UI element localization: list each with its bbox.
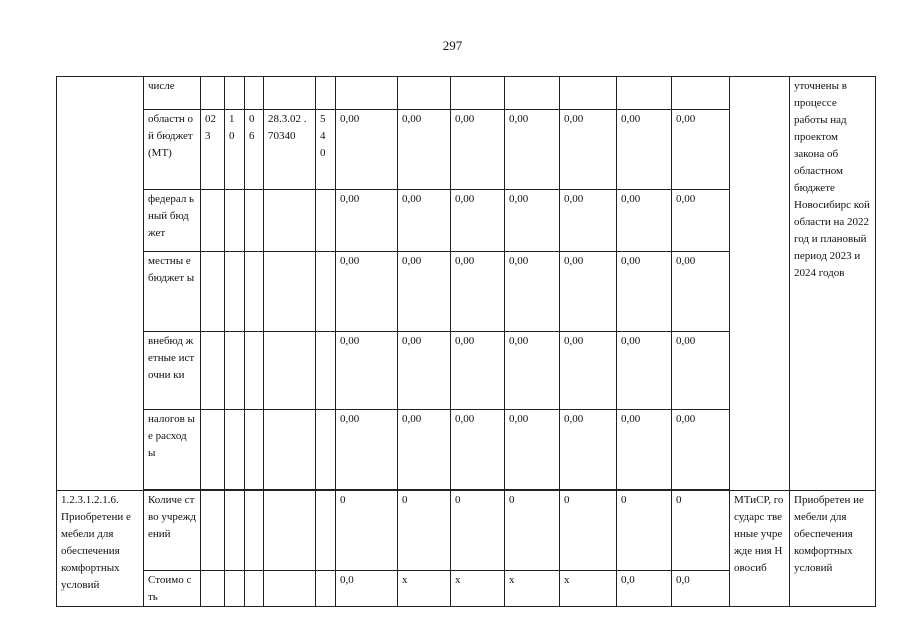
code-cell: 5 4 0 bbox=[316, 110, 336, 190]
value-cell: 0 bbox=[617, 491, 672, 571]
value-cell: 0,00 bbox=[617, 332, 672, 410]
table-row bbox=[57, 491, 876, 571]
source-label: числе bbox=[144, 77, 201, 110]
value-cell: 0,00 bbox=[672, 252, 730, 332]
value-cell: x bbox=[451, 571, 505, 607]
value-cell: 0,00 bbox=[451, 252, 505, 332]
table-cell bbox=[57, 77, 144, 491]
value-cell: 0,00 bbox=[672, 410, 730, 490]
code-cell: 1 0 bbox=[225, 110, 245, 190]
code-cell: 02 3 bbox=[201, 110, 225, 190]
indicator-label: Стоимо сть bbox=[144, 571, 201, 607]
source-label: внебюд жетные источни ки bbox=[144, 332, 201, 410]
source-label: местны е бюджет ы bbox=[144, 252, 201, 332]
table-row bbox=[57, 77, 876, 110]
indicator-label: Количе ство учрежд ений bbox=[144, 491, 201, 571]
value-cell: 0,0 bbox=[672, 571, 730, 607]
value-cell: 0,00 bbox=[672, 332, 730, 410]
value-cell: 0 bbox=[560, 491, 617, 571]
page-number: 297 bbox=[442, 38, 463, 53]
value-cell: 0,00 bbox=[560, 252, 617, 332]
value-cell: 0,00 bbox=[336, 332, 398, 410]
value-cell: 0,00 bbox=[451, 410, 505, 490]
value-cell: 0,00 bbox=[560, 332, 617, 410]
value-cell: 0,00 bbox=[505, 110, 560, 190]
value-cell: 0,00 bbox=[505, 190, 560, 252]
value-cell: 0 bbox=[451, 491, 505, 571]
value-cell: 0,00 bbox=[451, 332, 505, 410]
value-cell: 0,00 bbox=[617, 110, 672, 190]
budget-table bbox=[56, 76, 876, 607]
source-label: областн ой бюджет (МТ) bbox=[144, 110, 201, 190]
source-label: налогов ые расход ы bbox=[144, 410, 201, 490]
value-cell: 0,00 bbox=[672, 190, 730, 252]
value-cell: 0,00 bbox=[560, 110, 617, 190]
value-cell: 0,00 bbox=[505, 332, 560, 410]
value-cell: 0,00 bbox=[398, 410, 451, 490]
value-cell: 0,00 bbox=[451, 110, 505, 190]
table-cell bbox=[730, 77, 790, 491]
result-cell: Приобретен ие мебели для обеспечения комфортных условий bbox=[790, 491, 876, 607]
value-cell: 0,00 bbox=[336, 110, 398, 190]
value-cell: 0 bbox=[336, 491, 398, 571]
value-cell: 0,00 bbox=[336, 410, 398, 490]
value-cell: 0,00 bbox=[505, 410, 560, 490]
value-cell: x bbox=[505, 571, 560, 607]
note-cell: уточнены в процессе работы над проектом закона об областном бюджете Новосибирс кой области на 2022 год и плановый период 2023 и 2024 годов bbox=[790, 77, 876, 491]
executor-cell: МТиСР, государс твенные учрежде ния Новосиб bbox=[730, 491, 790, 607]
value-cell: 0,00 bbox=[398, 252, 451, 332]
value-cell: 0,0 bbox=[617, 571, 672, 607]
value-cell: 0,00 bbox=[336, 190, 398, 252]
value-cell: 0,00 bbox=[617, 252, 672, 332]
value-cell: x bbox=[398, 571, 451, 607]
value-cell: 0 bbox=[672, 491, 730, 571]
value-cell: x bbox=[560, 571, 617, 607]
value-cell: 0,00 bbox=[398, 110, 451, 190]
value-cell: 0,00 bbox=[398, 332, 451, 410]
value-cell: 0,00 bbox=[672, 110, 730, 190]
value-cell: 0,0 bbox=[336, 571, 398, 607]
value-cell: 0,00 bbox=[505, 252, 560, 332]
code-cell: 0 6 bbox=[245, 110, 264, 190]
source-label: федерал ьный бюджет bbox=[144, 190, 201, 252]
value-cell: 0 bbox=[398, 491, 451, 571]
value-cell: 0,00 bbox=[451, 190, 505, 252]
code-cell: 28.3.02 .70340 bbox=[264, 110, 316, 190]
value-cell: 0 bbox=[505, 491, 560, 571]
value-cell: 0,00 bbox=[617, 410, 672, 490]
value-cell: 0,00 bbox=[560, 410, 617, 490]
value-cell: 0,00 bbox=[336, 252, 398, 332]
value-cell: 0,00 bbox=[617, 190, 672, 252]
item-title: 1.2.3.1.2.1.6. Приобретени е мебели для обеспечения комфортных условий bbox=[57, 491, 144, 607]
value-cell: 0,00 bbox=[398, 190, 451, 252]
value-cell: 0,00 bbox=[560, 190, 617, 252]
